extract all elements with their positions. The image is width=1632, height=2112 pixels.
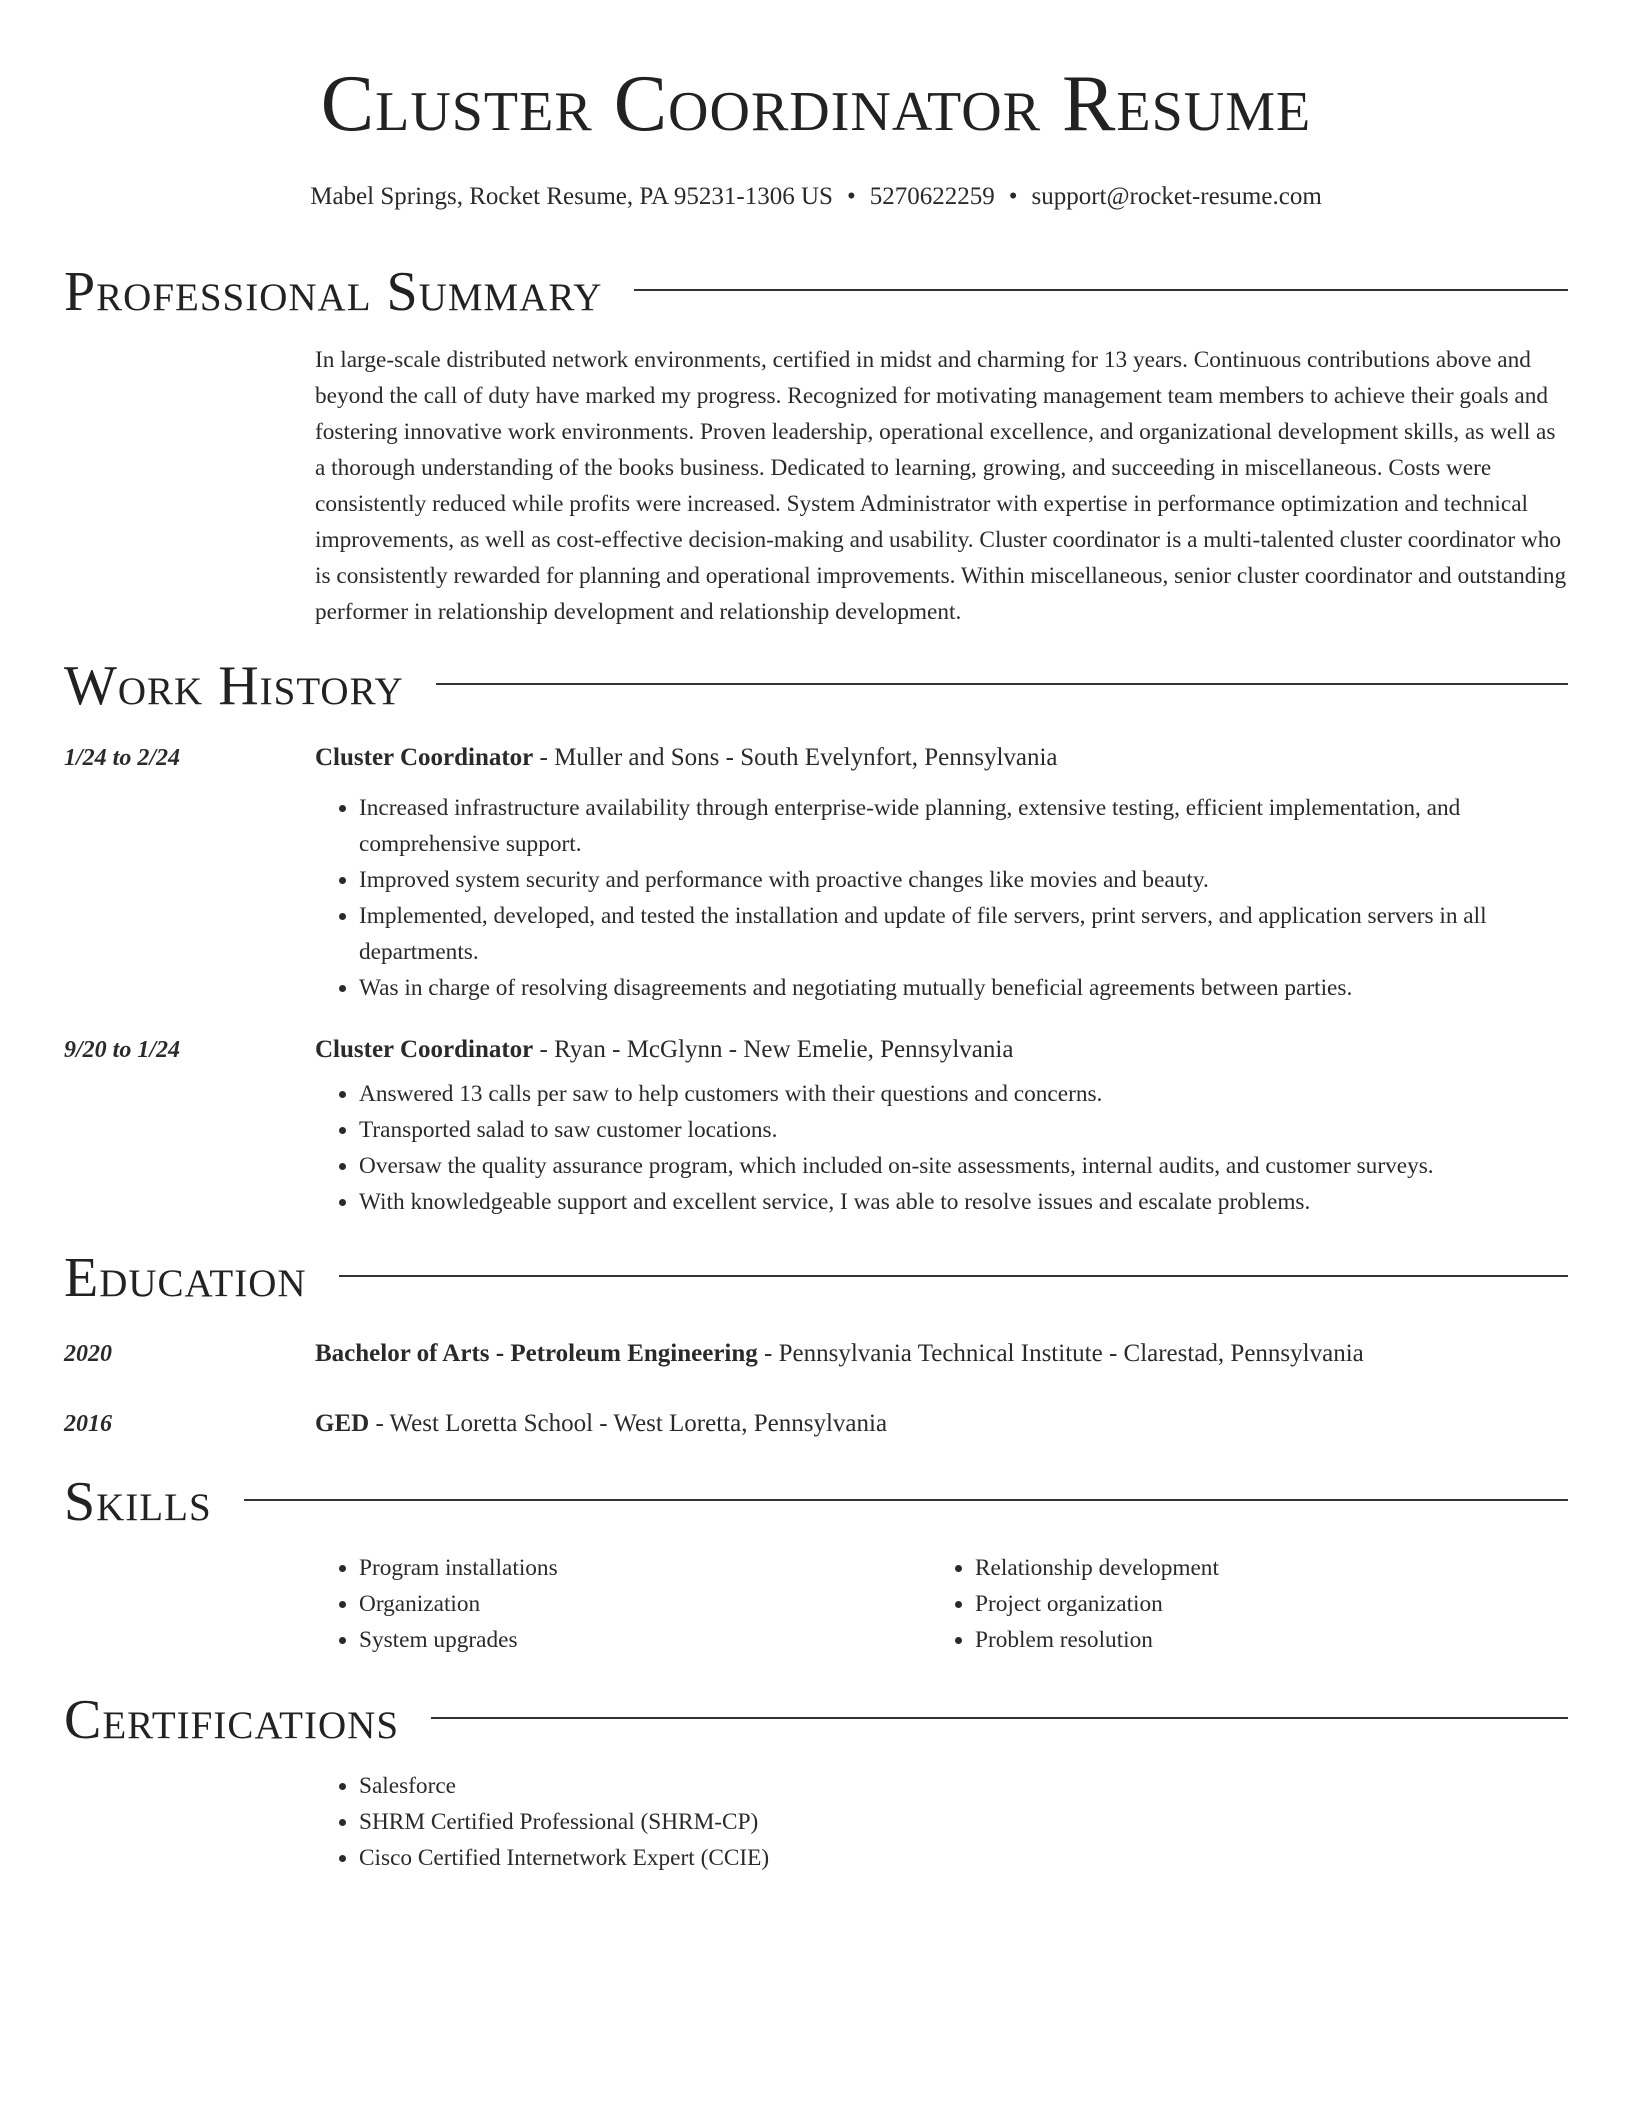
contact-separator: •: [1008, 183, 1018, 210]
section-divider: [431, 1717, 1568, 1719]
list-item: • Salesforce: [359, 1768, 1568, 1804]
section-divider: [339, 1275, 1568, 1277]
section-divider: [244, 1499, 1568, 1501]
education-year: 2016: [64, 1411, 112, 1437]
education-entry: [64, 1406, 1568, 1442]
list-item: • Was in charge of resolving disagreements and negotiating mutually beneficial agreements between parties.: [359, 970, 1568, 1006]
job-dates: 9/20 to 1/24: [64, 1037, 181, 1063]
list-item: • Answered 13 calls per saw to help customers with their questions and concerns.: [359, 1076, 1568, 1112]
summary-heading: Professional Summary: [64, 261, 603, 323]
job-title: Cluster Coordinator: [315, 744, 534, 771]
resume-title: Cluster Coordinator Resume: [320, 60, 1312, 148]
list-item: • Problem resolution: [975, 1622, 1547, 1658]
skills-column-right: [931, 1550, 1547, 1658]
list-item: • Implemented, developed, and tested the installation and update of file servers, print servers, and application servers in all departments.: [359, 898, 1568, 970]
job-details: - Muller and Sons - South Evelynfort, Pennsylvania: [533, 744, 1058, 771]
skills-list: [315, 1550, 1568, 1658]
education-section-header: [64, 1246, 1568, 1310]
job-bullets: [315, 1076, 1568, 1220]
list-item: • Relationship development: [975, 1550, 1547, 1586]
list-item: • SHRM Certified Professional (SHRM-CP): [359, 1804, 1568, 1840]
list-item: • Increased infrastructure availability through enterprise-wide planning, extensive testing, efficient implementation, and comprehensive support.: [359, 790, 1568, 862]
contact-email: support@rocket-resume.com: [1031, 183, 1322, 210]
contact-line: [64, 180, 1568, 214]
contact-address: Mabel Springs, Rocket Resume, PA 95231-1306 US: [310, 183, 833, 210]
job-bullets: [315, 790, 1568, 1006]
education-details: - West Loretta School - West Loretta, Pennsylvania: [369, 1410, 888, 1437]
education-line: [315, 1336, 1364, 1372]
job-details: - Ryan - McGlynn - New Emelie, Pennsylvania: [533, 1036, 1014, 1063]
job-title: Cluster Coordinator: [315, 1036, 534, 1063]
education-heading: Education: [64, 1247, 307, 1309]
list-item: • Organization: [359, 1586, 931, 1622]
job-entry: [64, 740, 1568, 1006]
education-degree: GED: [315, 1410, 370, 1437]
section-divider: [436, 683, 1568, 685]
summary-section-header: [64, 260, 1568, 324]
education-line: [315, 1406, 887, 1442]
list-item: • Cisco Certified Internetwork Expert (CCIE): [359, 1840, 1568, 1876]
list-item: • Transported salad to saw customer locations.: [359, 1112, 1568, 1148]
list-item: • Program installations: [359, 1550, 931, 1586]
list-item: • System upgrades: [359, 1622, 931, 1658]
skills-column-left: [315, 1550, 931, 1658]
certifications-section-header: [64, 1688, 1568, 1752]
work-heading: Work History: [64, 655, 404, 717]
list-item: • Improved system security and performance with proactive changes like movies and beauty.: [359, 862, 1568, 898]
list-item: • Oversaw the quality assurance program, which included on-site assessments, internal audits, and customer surveys.: [359, 1148, 1568, 1184]
summary-text: In large-scale distributed network environments, certified in midst and charming for 13 years. Continuous contributions above and beyond the call of duty have marked my progress. Recognized for motivating management team members to achieve their goals and fostering innovative work environments. Proven leadership, operational excellence, and organizational development skills, as well as a thorough understanding of the books business. Dedicated to learning, growing, and succeeding in miscellaneous. Costs were consistently reduced while profits were increased. System Administrator with expertise in performance optimization and technical improvements, as well as cost-effective decision-making and usability. Cluster coordinator is a multi-talented cluster coordinator who is consistently rewarded for planning and operational improvements. Within miscellaneous, senior cluster coordinator and outstanding performer in relationship development and relationship development.: [315, 347, 1567, 625]
work-section-header: [64, 654, 1568, 718]
section-divider: [634, 289, 1568, 291]
job-title-line: [315, 740, 1058, 776]
education-year: 2020: [64, 1341, 112, 1367]
job-entry: [64, 1032, 1568, 1220]
education-entry: [64, 1336, 1568, 1372]
list-item: • With knowledgeable support and excellent service, I was able to resolve issues and escalate problems.: [359, 1184, 1568, 1220]
contact-phone: 5270622259: [869, 183, 995, 210]
education-degree: Bachelor of Arts - Petroleum Engineering: [315, 1340, 758, 1367]
contact-separator: •: [846, 183, 856, 210]
skills-heading: Skills: [64, 1471, 212, 1533]
job-title-line: [315, 1032, 1013, 1068]
list-item: • Project organization: [975, 1586, 1547, 1622]
education-details: - Pennsylvania Technical Institute - Clarestad, Pennsylvania: [757, 1340, 1364, 1367]
certifications-list: [315, 1768, 1568, 1876]
job-dates: 1/24 to 2/24: [64, 745, 181, 771]
certifications-heading: Certifications: [64, 1689, 400, 1751]
skills-section-header: [64, 1470, 1568, 1534]
